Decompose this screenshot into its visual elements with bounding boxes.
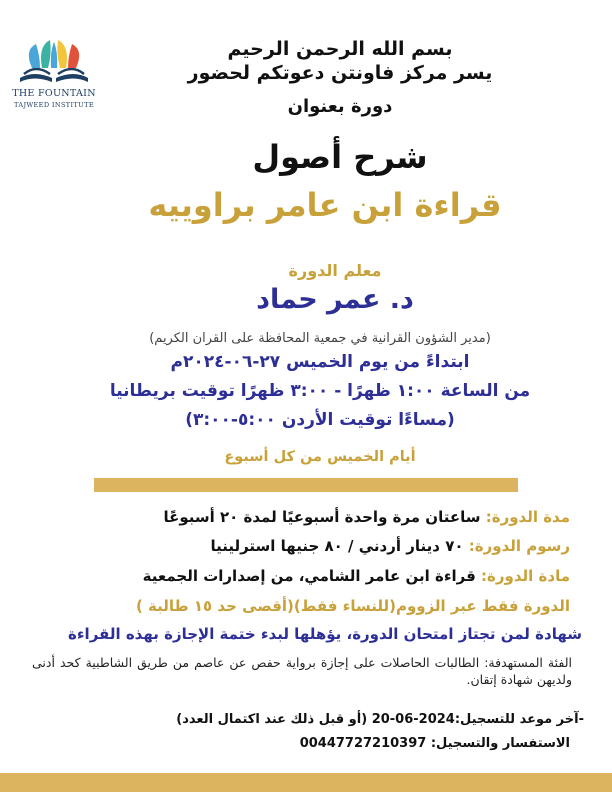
session-time-uk: من الساعة ١:٠٠ ظهرًا - ٣:٠٠ ظهرًا توقيت بريطانيا (109, 381, 531, 401)
course-title-line2: قراءة ابن عامر براوييه (148, 186, 502, 224)
logo-subtitle: TAJWEED INSTITUTE (13, 101, 95, 109)
certificate-note: شهادة لمن تجتاز امتحان الدورة، يؤهلها لبدء ختمة الإجازة بهذه القراءة (68, 625, 582, 643)
teacher-label: معلم الدورة (288, 261, 382, 280)
deadline-label: -آخر موعد للتسجيل: (454, 712, 584, 727)
duration-label: مدة الدورة: (485, 508, 570, 526)
teacher-name: د. عمر حماد (256, 284, 414, 315)
material-label: مادة الدورة: (481, 567, 570, 585)
registration-deadline (176, 712, 584, 727)
course-subtitle: دورة بعنوان (287, 96, 393, 117)
contact-info (300, 736, 570, 751)
invitation-text: يسر مركز فاونتن دعوتكم لحضور (187, 62, 493, 84)
open-book-fountain-icon (14, 38, 94, 86)
fees-label: رسوم الدورة: (468, 537, 570, 555)
duration-row (163, 508, 570, 526)
logo-name: THE FOUNTAIN (12, 88, 96, 99)
session-time-jordan: (مساءًا توقيت الأردن ٥:٠٠-٣:٠٠) (185, 410, 455, 430)
divider-bar (94, 478, 518, 492)
material-value: قراءة ابن عامر الشامي، من إصدارات الجمعية (142, 567, 482, 585)
bottom-bar (0, 773, 612, 792)
bismillah-heading: بسم الله الرحمن الرحيم (227, 38, 453, 60)
start-date: ابتداءً من يوم الخميس ٢٧-٠٦-٢٠٢٤م (170, 352, 470, 372)
contact-phone: 00447727210397 (299, 736, 427, 751)
contact-label: الاستفسار والتسجيل: (430, 736, 570, 751)
course-title-line1: شرح أصول (252, 138, 428, 176)
deadline-note: (أو قبل ذلك عند اكتمال العدد) (176, 712, 368, 727)
fees-row (210, 537, 570, 555)
institute-logo (8, 38, 100, 120)
deadline-date: 20-06-2024 (371, 712, 455, 727)
material-row (143, 567, 570, 585)
zoom-note: الدورة فقط عبر الزووم(للنساء فقط)(أقصى حد ١٥ طالبة ) (135, 597, 570, 615)
target-audience: الفئة المستهدفة: الطالبات الحاصلات على إجازة برواية حفص عن عاصم من طريق الشاطبية كحد أدنى ولديهن شهادة إتقان. (32, 655, 572, 687)
teacher-role: (مدير الشؤون القرانية في جمعية المحافظة على القران الكريم) (149, 331, 491, 346)
duration-value: ساعتان مرة واحدة أسبوعيًا لمدة ٢٠ أسبوعًا (163, 508, 486, 526)
course-days: أيام الخميس من كل أسبوع (224, 449, 416, 465)
fees-value: ٧٠ دينار أردني / ٨٠ جنيها استرلينيا (210, 537, 469, 555)
